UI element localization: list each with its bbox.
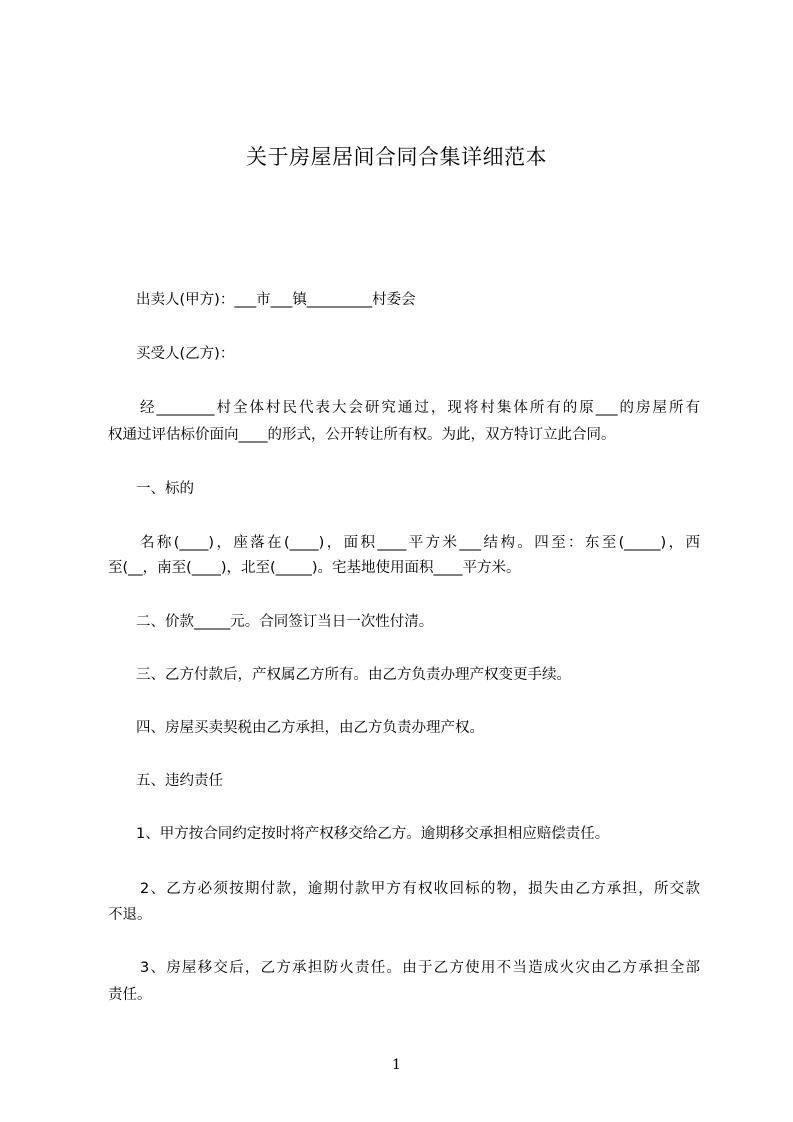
liability-item-2-line-1: 2、乙方必须按期付款，逾期付款甲方有权收回标的物，损失由乙方承担，所交款: [140, 881, 700, 897]
intro-line-2: 权通过评估标价面向____的形式，公开转让所有权。为此，双方特订立此合同。: [108, 427, 616, 443]
liability-item-2-line-2: 不退。: [108, 907, 152, 923]
liability-item-3-line-2: 责任。: [108, 987, 152, 1003]
subject-line-1: 名称(____)，座落在(____)，面积____平方米___结构。四至：东至(_____)，西: [140, 535, 700, 551]
section-1-heading: 一、标的: [136, 481, 194, 497]
page-number: 1: [392, 1057, 401, 1073]
section-5-heading: 五、违约责任: [136, 773, 223, 789]
document-title: 关于房屋居间合同合集详细范本: [246, 145, 547, 169]
liability-item-3-line-1: 3、房屋移交后，乙方承担防火责任。由于乙方使用不当造成火灾由乙方承担全部: [140, 960, 700, 976]
liability-item-1: 1、甲方按合同约定按时将产权移交给乙方。逾期移交承担相应赔偿责任。: [136, 826, 610, 842]
section-4-tax: 四、房屋买卖契税由乙方承担，由乙方负责办理产权。: [136, 720, 484, 736]
subject-line-2: 至(__，南至(____)，北至(_____)。宅基地使用面积____平方米。: [108, 560, 521, 576]
section-3-transfer: 三、乙方付款后，产权属乙方所有。由乙方负责办理产权变更手续。: [136, 667, 571, 683]
intro-line-1: 经________村全体村民代表大会研究通过，现将村集体所有的原___的房屋所有: [140, 400, 700, 416]
seller-line: 出卖人(甲方)：___市___镇_________村委会: [136, 292, 416, 308]
buyer-line: 买受人(乙方)：: [136, 346, 235, 362]
section-2-price: 二、价款_____元。合同签订当日一次性付清。: [136, 614, 434, 630]
